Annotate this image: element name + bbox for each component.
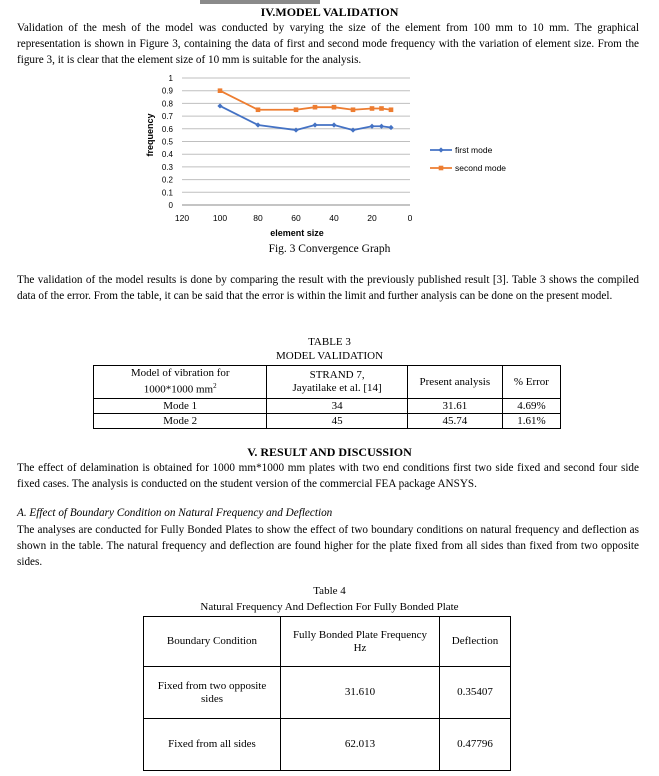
table3-header-present: Present analysis [407,366,502,399]
chart-series [217,88,393,132]
y-tick-label: 0.5 [161,137,173,147]
data-point [332,105,337,110]
subsection-heading-boundary: A. Effect of Boundary Condition on Natural Frequency and Deflection [17,507,333,519]
top-scroll-indicator [200,0,320,4]
table4-header-frequency: Fully Bonded Plate Frequency Hz [281,617,440,667]
data-point [218,88,223,93]
table3-subtitle: MODEL VALIDATION [275,350,384,362]
paragraph-delamination: The effect of delamination is obtained for 1000 mm*1000 mm plates with two end conditions first two side fixed and second four side fixed cases. The analysis is conducted on the student version of the commercial FEA package ANSYS. [17,462,639,490]
table4 [143,616,511,771]
data-point [379,106,384,111]
y-tick-label: 0.9 [161,86,173,96]
y-tick-label: 0.7 [161,112,173,122]
legend-marker [439,166,444,171]
table3-title: TABLE 3 [308,336,351,348]
y-tick-label: 0.8 [161,99,173,109]
x-tick-label: 80 [253,213,263,223]
data-point [351,107,356,112]
data-point [370,106,375,111]
x-tick-label: 60 [291,213,301,223]
table4-title: Table 4 [313,585,346,597]
data-point [350,127,355,132]
data-point [294,107,299,112]
table4-header-boundary: Boundary Condition [144,617,281,667]
convergence-chart [140,72,540,244]
table3-header-error: % Error [502,366,560,399]
table3 [93,365,561,429]
data-point [312,122,317,127]
table-row: Fixed from two opposite sides 31.610 0.35407 [144,667,511,719]
legend-marker [438,147,443,152]
x-tick-label: 40 [329,213,339,223]
table4-header-deflection: Deflection [440,617,511,667]
legend-label: second mode [455,163,507,173]
section-heading-results: V. RESULT AND DISCUSSION [247,445,412,459]
y-tick-label: 0.2 [161,175,173,185]
x-tick-label: 120 [174,213,190,223]
section-heading-model-validation: IV.MODEL VALIDATION [260,5,399,19]
y-tick-label: 0.1 [161,188,173,198]
data-point [331,122,336,127]
y-tick-label: 1 [168,74,173,83]
data-point [369,124,374,129]
data-point [293,127,298,132]
figure-caption: Fig. 3 Convergence Graph [268,243,391,255]
paragraph-model-results: The validation of the model results is done by comparing the result with the previously published result [3]. Table 3 shows the compiled data of the error. From the table, it can be said that the error is within the limit and further analysis can be done on the present model. [17,274,639,302]
x-tick-label: 100 [212,213,228,223]
data-point [256,107,261,112]
paragraph-mesh-validation: Validation of the mesh of the model was conducted by varying the size of the element from 100 mm to 10 mm. The graphical representation is shown in Figure 3, containing the data of first and second mode frequency with the variation of element size. From the figure 3, it is clear that the element size of 10 mm is suitable for the analysis. [17,22,639,66]
chart-x-ticks [175,213,413,223]
x-tick-label: 20 [367,213,377,223]
table3-header-reference: STRAND 7, Jayatilake et al. [14] [267,366,407,399]
y-tick-label: 0.3 [161,162,173,172]
table4-subtitle: Natural Frequency And Deflection For Fully Bonded Plate [200,601,459,613]
table-row: Mode 1 34 31.61 4.69% [94,399,561,414]
chart-gridlines [182,78,410,205]
y-tick-label: 0 [168,201,173,210]
y-tick-label: 0.6 [161,124,173,134]
table-row: Fixed from all sides 62.013 0.47796 [144,719,511,771]
legend-label: first mode [455,145,493,155]
chart-y-ticks [162,74,174,210]
data-point [388,125,393,130]
table-row: Mode 2 45 45.74 1.61% [94,414,561,429]
x-tick-label: 0 [407,213,413,223]
table3-header-model: Model of vibration for 1000*1000 $mm^2$ [94,366,267,399]
data-point [313,105,318,110]
data-point [389,107,394,112]
chart-y-axis-label: frequency [145,113,155,157]
series-line-second-mode [220,91,391,110]
y-tick-label: 0.4 [161,150,173,160]
paragraph-boundary-analysis: The analyses are conducted for Fully Bonded Plates to show the effect of two boundary conditions on natural frequency and deflection as shown in the table. The natural frequency and deflection are found higher for the plate fixed from all sides than fixed from two opposite sides. [17,524,639,568]
chart-x-axis-label: element size [270,228,324,238]
chart-legend [430,145,506,173]
data-point [379,124,384,129]
